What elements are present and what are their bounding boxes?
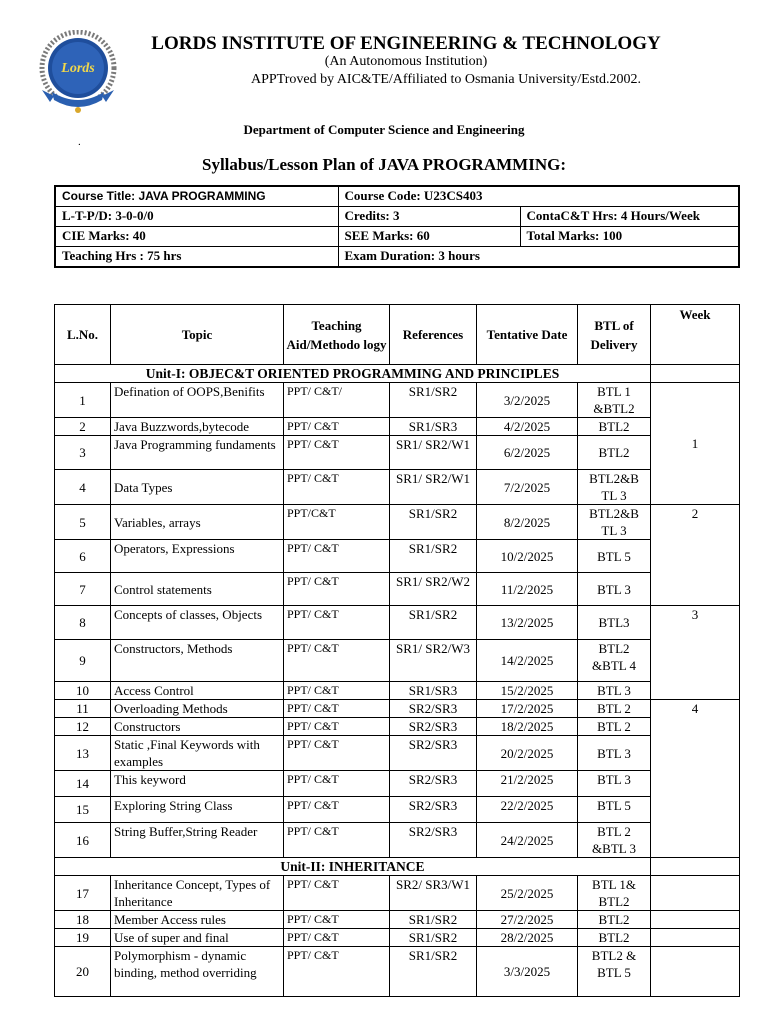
teaching-aid: PPT/ C&T [284, 876, 390, 911]
lesson-topic: Operators, Expressions [111, 540, 284, 573]
lesson-number: 16 [55, 823, 111, 858]
lesson-row [55, 540, 740, 573]
lesson-number: 1 [55, 383, 111, 418]
references: SR1/SR2 [390, 383, 477, 418]
lesson-row [55, 911, 740, 929]
lesson-row [55, 573, 740, 606]
week-number: 4 [651, 700, 740, 858]
lesson-number: 18 [55, 911, 111, 929]
tentative-date: 6/2/2025 [477, 436, 578, 470]
week-cell-empty [651, 365, 740, 383]
week-cell-empty [651, 911, 740, 929]
lesson-row [55, 436, 740, 470]
btl-delivery: BTL2&B TL 3 [578, 470, 651, 505]
course-title: Course Title: JAVA PROGRAMMING [55, 186, 338, 207]
btl-delivery: BTL 3 [578, 682, 651, 700]
btl-delivery: BTL2 [578, 436, 651, 470]
references: SR2/SR3 [390, 823, 477, 858]
teaching-aid: PPT/ C&T [284, 823, 390, 858]
references: SR1/SR3 [390, 682, 477, 700]
lesson-row [55, 736, 740, 771]
week-number: 1 [651, 383, 740, 505]
lesson-topic: Member Access rules [111, 911, 284, 929]
btl-delivery: BTL 2 [578, 700, 651, 718]
lesson-topic: Constructors [111, 718, 284, 736]
lesson-row [55, 470, 740, 505]
lesson-row [55, 718, 740, 736]
lesson-row [55, 797, 740, 823]
teaching-hours: Teaching Hrs : 75 hrs [55, 247, 338, 268]
lesson-row [55, 418, 740, 436]
lesson-topic: Inheritance Concept, Types of Inheritance [111, 876, 284, 911]
lesson-topic: Defination of OOPS,Benifits [111, 383, 284, 418]
btl-delivery: BTL2 & BTL 5 [578, 947, 651, 997]
stray-dot: . [78, 136, 81, 148]
header-references: References [390, 305, 477, 365]
tentative-date: 7/2/2025 [477, 470, 578, 505]
references: SR1/SR2 [390, 505, 477, 540]
week-cell-empty [651, 929, 740, 947]
tentative-date: 3/3/2025 [477, 947, 578, 997]
tentative-date: 27/2/2025 [477, 911, 578, 929]
week-cell-empty [651, 858, 740, 876]
department-name: Department of Computer Science and Engineering [243, 122, 525, 137]
lesson-topic: String Buffer,String Reader [111, 823, 284, 858]
lesson-number: 20 [55, 947, 111, 997]
btl-delivery: BTL 3 [578, 573, 651, 606]
tentative-date: 28/2/2025 [477, 929, 578, 947]
references: SR1/SR2 [390, 947, 477, 997]
lesson-row [55, 700, 740, 718]
references: SR1/ SR2/W3 [390, 640, 477, 682]
lesson-topic: Control statements [111, 573, 284, 606]
lesson-topic: Concepts of classes, Objects [111, 606, 284, 640]
lesson-number: 3 [55, 436, 111, 470]
lesson-number: 6 [55, 540, 111, 573]
unit-2-heading [55, 858, 740, 876]
references: SR2/SR3 [390, 736, 477, 771]
btl-delivery: BTL 5 [578, 797, 651, 823]
references: SR1/ SR2/W1 [390, 470, 477, 505]
teaching-aid: PPT/ C&T [284, 682, 390, 700]
lesson-number: 11 [55, 700, 111, 718]
lesson-number: 17 [55, 876, 111, 911]
tentative-date: 4/2/2025 [477, 418, 578, 436]
tentative-date: 13/2/2025 [477, 606, 578, 640]
btl-delivery: BTL 1 &BTL2 [578, 383, 651, 418]
teaching-aid: PPT/ C&T [284, 540, 390, 573]
btl-delivery: BTL2 [578, 929, 651, 947]
lesson-number: 2 [55, 418, 111, 436]
week-cell-empty [651, 876, 740, 911]
btl-delivery: BTL2 [578, 911, 651, 929]
tentative-date: 24/2/2025 [477, 823, 578, 858]
references: SR2/SR3 [390, 700, 477, 718]
lesson-row [55, 505, 740, 540]
references: SR2/ SR3/W1 [390, 876, 477, 911]
approval-line: APPTroved by AIC&TE/Affiliated to Osmania University/Estd.2002. [250, 72, 642, 87]
lesson-row [55, 606, 740, 640]
teaching-aid: PPT/ C&T [284, 418, 390, 436]
teaching-aid: PPT/ C&T [284, 911, 390, 929]
teaching-aid: PPT/ C&T [284, 736, 390, 771]
header-tentative-date: Tentative Date [477, 305, 578, 365]
lesson-number: 8 [55, 606, 111, 640]
btl-delivery: BTL 3 [578, 771, 651, 797]
lesson-topic: Polymorphism - dynamic binding, method overriding [111, 947, 284, 997]
lesson-number: 4 [55, 470, 111, 505]
teaching-aid: PPT/ C&T [284, 797, 390, 823]
contact-hours: ContaC&T Hrs: 4 Hours/Week [520, 207, 739, 227]
teaching-aid: PPT/ C&T [284, 718, 390, 736]
lesson-row [55, 682, 740, 700]
lesson-number: 9 [55, 640, 111, 682]
header-week: Week [651, 305, 740, 365]
svg-text:Lords: Lords [61, 61, 95, 76]
btl-delivery: BTL2 [578, 418, 651, 436]
unit-2-heading-title: Unit-II: INHERITANCE [55, 858, 651, 876]
week-number: 2 [651, 505, 740, 606]
tentative-date: 20/2/2025 [477, 736, 578, 771]
tentative-date: 21/2/2025 [477, 771, 578, 797]
lesson-topic: Overloading Methods [111, 700, 284, 718]
btl-delivery: BTL 2 [578, 718, 651, 736]
tentative-date: 14/2/2025 [477, 640, 578, 682]
lesson-topic: Data Types [111, 470, 284, 505]
btl-delivery: BTL2&B TL 3 [578, 505, 651, 540]
lesson-row [55, 876, 740, 911]
tentative-date: 22/2/2025 [477, 797, 578, 823]
references: SR1/SR2 [390, 606, 477, 640]
lesson-number: 10 [55, 682, 111, 700]
tentative-date: 25/2/2025 [477, 876, 578, 911]
header-topic: Topic [111, 305, 284, 365]
course-code: Course Code: U23CS403 [338, 186, 739, 207]
lesson-topic: Java Programming fundaments [111, 436, 284, 470]
total-marks: Total Marks: 100 [520, 227, 739, 247]
lesson-number: 19 [55, 929, 111, 947]
teaching-aid: PPT/ C&T [284, 929, 390, 947]
btl-delivery: BTL 2 &BTL 3 [578, 823, 651, 858]
lesson-number: 7 [55, 573, 111, 606]
lesson-topic: Exploring String Class [111, 797, 284, 823]
lesson-number: 5 [55, 505, 111, 540]
lesson-row [55, 640, 740, 682]
tentative-date: 10/2/2025 [477, 540, 578, 573]
references: SR2/SR3 [390, 771, 477, 797]
btl-delivery: BTL 3 [578, 736, 651, 771]
references: SR1/ SR2/W2 [390, 573, 477, 606]
lesson-row [55, 771, 740, 797]
lesson-plan-body [55, 365, 740, 997]
teaching-aid: PPT/C&T [284, 505, 390, 540]
course-info-table [54, 185, 740, 268]
tentative-date: 3/2/2025 [477, 383, 578, 418]
tentative-date: 8/2/2025 [477, 505, 578, 540]
references: SR1/SR2 [390, 911, 477, 929]
btl-delivery: BTL 5 [578, 540, 651, 573]
lesson-number: 12 [55, 718, 111, 736]
cie-marks: CIE Marks: 40 [55, 227, 338, 247]
lesson-topic: This keyword [111, 771, 284, 797]
institution-type: (An Autonomous Institution) [324, 54, 488, 69]
header-teaching-aid: Teaching Aid/Methodo logy [284, 305, 390, 365]
exam-duration: Exam Duration: 3 hours [338, 247, 739, 268]
header-lno: L.No. [55, 305, 111, 365]
lesson-number: 13 [55, 736, 111, 771]
lesson-plan-table [54, 304, 740, 997]
week-cell-empty [651, 947, 740, 997]
lesson-row [55, 823, 740, 858]
lesson-row [55, 947, 740, 997]
header-btl: BTL of Delivery [578, 305, 651, 365]
see-marks: SEE Marks: 60 [338, 227, 520, 247]
references: SR2/SR3 [390, 797, 477, 823]
teaching-aid: PPT/ C&T [284, 470, 390, 505]
teaching-aid: PPT/ C&T/ [284, 383, 390, 418]
tentative-date: 18/2/2025 [477, 718, 578, 736]
lesson-topic: Static ,Final Keywords with examples [111, 736, 284, 771]
lesson-number: 15 [55, 797, 111, 823]
lesson-topic: Access Control [111, 682, 284, 700]
teaching-aid: PPT/ C&T [284, 606, 390, 640]
btl-delivery: BTL3 [578, 606, 651, 640]
lesson-topic: Constructors, Methods [111, 640, 284, 682]
references: SR1/SR2 [390, 540, 477, 573]
lesson-topic: Variables, arrays [111, 505, 284, 540]
ltpd: L-T-P/D: 3-0-0/0 [55, 207, 338, 227]
tentative-date: 17/2/2025 [477, 700, 578, 718]
lesson-row [55, 929, 740, 947]
lesson-topic: Java Buzzwords,bytecode [111, 418, 284, 436]
week-number: 3 [651, 606, 740, 700]
teaching-aid: PPT/ C&T [284, 436, 390, 470]
lesson-topic: Use of super and final [111, 929, 284, 947]
lesson-number: 14 [55, 771, 111, 797]
unit-1-heading-title: Unit-I: OBJEC&T ORIENTED PROGRAMMING AND PRINCIPLES [55, 365, 651, 383]
teaching-aid: PPT/ C&T [284, 573, 390, 606]
tentative-date: 15/2/2025 [477, 682, 578, 700]
btl-delivery: BTL2 &BTL 4 [578, 640, 651, 682]
teaching-aid: PPT/ C&T [284, 640, 390, 682]
lesson-row [55, 383, 740, 418]
references: SR1/SR3 [390, 418, 477, 436]
btl-delivery: BTL 1& BTL2 [578, 876, 651, 911]
credits: Credits: 3 [338, 207, 520, 227]
references: SR1/SR2 [390, 929, 477, 947]
teaching-aid: PPT/ C&T [284, 700, 390, 718]
unit-1-heading [55, 365, 740, 383]
teaching-aid: PPT/ C&T [284, 771, 390, 797]
institute-name: LORDS INSTITUTE OF ENGINEERING & TECHNOLOGY [151, 33, 661, 54]
references: SR2/SR3 [390, 718, 477, 736]
teaching-aid: PPT/ C&T [284, 947, 390, 997]
syllabus-title: Syllabus/Lesson Plan of JAVA PROGRAMMING: [202, 155, 566, 174]
tentative-date: 11/2/2025 [477, 573, 578, 606]
references: SR1/ SR2/W1 [390, 436, 477, 470]
